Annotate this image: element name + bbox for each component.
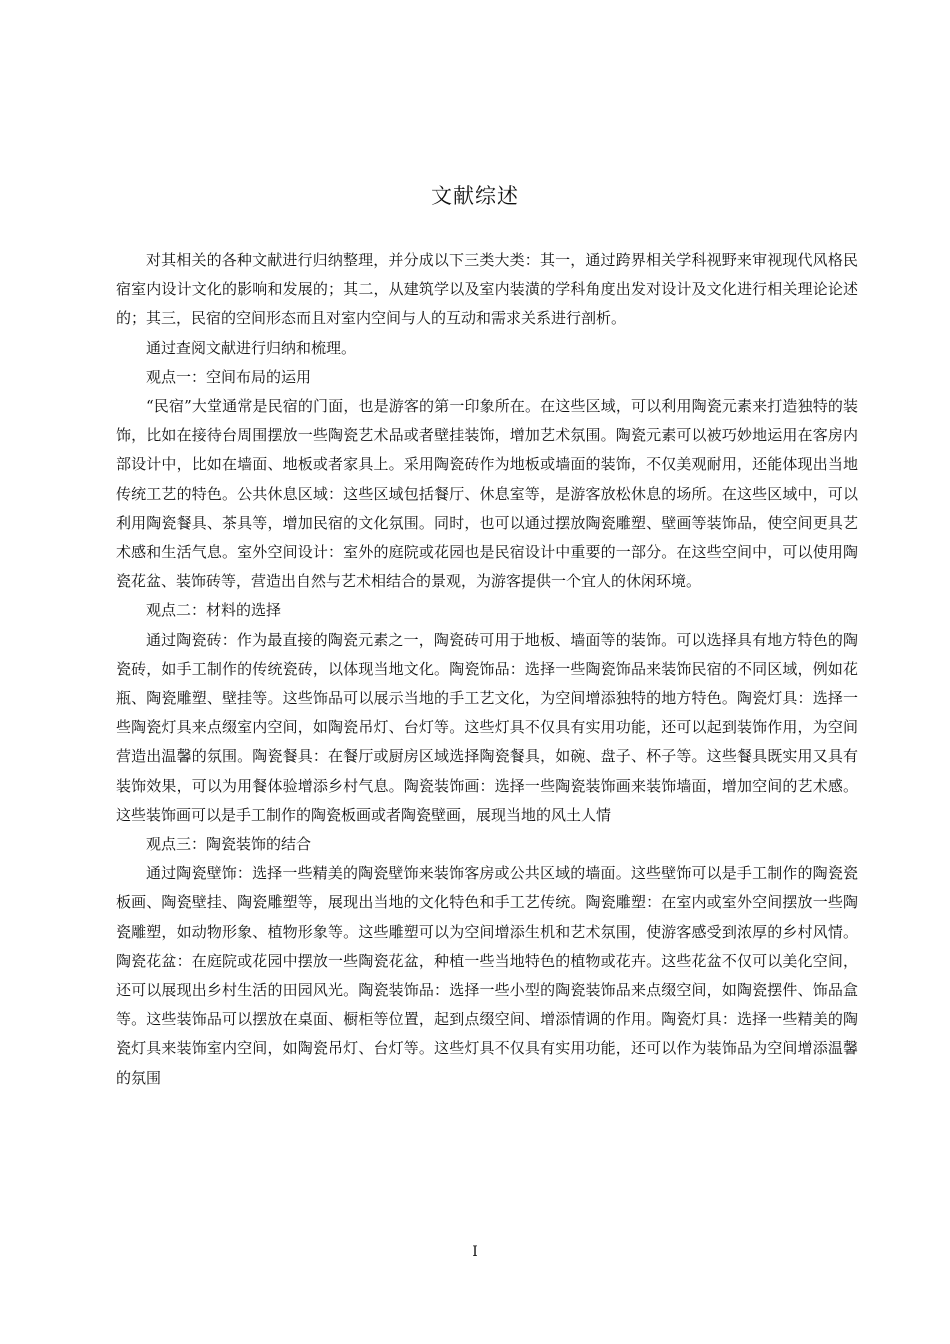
paragraph-intro: 对其相关的各种文献进行归纳整理，并分成以下三类大类：其一，通过跨界相关学科视野来审视现代风格民宿室内设计文化的影响和发展的；其二，从建筑学以及室内装潢的学科角度出发对设计及文化进行相关理论论述的；其三，民宿的空间形态而且对室内空间与人的互动和需求关系进行剖析。 (116, 251, 858, 328)
section-heading-3: 观点三：陶瓷装饰的结合 (146, 835, 312, 854)
page-number: I (472, 1244, 478, 1260)
section-heading-1: 观点一：空间布局的运用 (146, 367, 312, 386)
paragraph-section-2: 通过陶瓷砖：作为最直接的陶瓷元素之一，陶瓷砖可用于地板、墙面等的装饰。可以选择具有地方特色的陶瓷砖，如手工制作的传统瓷砖，以体现当地文化。陶瓷饰品：选择一些陶瓷饰品来装饰民宿的不同区域，例如花瓶、陶瓷雕塑、壁挂等。这些饰品可以展示当地的手工艺文化，为空间增添独特的地方特色。陶瓷灯具：选择一些陶瓷灯具来点缀室内空间，如陶瓷吊灯、台灯等。这些灯具不仅具有实用功能，还可以起到装饰作用，为空间营造出温馨的氛围。陶瓷餐具：在餐厅或厨房区域选择陶瓷餐具，如碗、盘子、杯子等。这些餐具既实用又具有装饰效果，可以为用餐体验增添乡村气息。陶瓷装饰画：选择一些陶瓷装饰画来装饰墙面，增加空间的艺术感。这些装饰画可以是手工制作的陶瓷板画或者陶瓷壁画，展现当地的风土人情 (116, 630, 858, 824)
paragraph-section-3: 通过陶瓷壁饰：选择一些精美的陶瓷壁饰来装饰客房或公共区域的墙面。这些壁饰可以是手工制作的陶瓷瓷板画、陶瓷壁挂、陶瓷雕塑等，展现出当地的文化特色和手工艺传统。陶瓷雕塑：在室内或室外空间摆放一些陶瓷雕塑，如动物形象、植物形象等。这些雕塑可以为空间增添生机和艺术氛围，使游客感受到浓厚的乡村风情。陶瓷花盆：在庭院或花园中摆放一些陶瓷花盆，种植一些当地特色的植物或花卉。这些花盆不仅可以美化空间，还可以展现出乡村生活的田园风光。陶瓷装饰品：选择一些小型的陶瓷装饰品来点缀空间，如陶瓷摆件、饰品盒等。这些装饰品可以摆放在桌面、橱柜等位置，起到点缀空间、增添情调的作用。陶瓷灯具：选择一些精美的陶瓷灯具来装饰室内空间，如陶瓷吊灯、台灯等。这些灯具不仅具有实用功能，还可以作为装饰品为空间增添温馨的氛围 (116, 864, 858, 1087)
page-title: 文献综述 (431, 184, 519, 208)
paragraph-section-1: “民宿”大堂通常是民宿的门面，也是游客的第一印象所在。在这些区域，可以利用陶瓷元素来打造独特的装饰，比如在接待台周围摆放一些陶瓷艺术品或者壁挂装饰，增加艺术氛围。陶瓷元素可以被巧妙地运用在客房内部设计中，比如在墙面、地板或者家具上。采用陶瓷砖作为地板或墙面的装饰，不仅美观耐用，还能体现出当地传统工艺的特色。公共休息区域：这些区域包括餐厅、休息室等，是游客放松休息的场所。在这些区域中，可以利用陶瓷餐具、茶具等，增加民宿的文化氛围。同时，也可以通过摆放陶瓷雕塑、壁画等装饰品，使空间更具艺术感和生活气息。室外空间设计：室外的庭院或花园也是民宿设计中重要的一部分。在这些空间中，可以使用陶瓷花盆、装饰砖等，营造出自然与艺术相结合的景观，为游客提供一个宜人的休闲环境。 (116, 397, 858, 591)
paragraph-method: 通过查阅文献进行归纳和梳理。 (146, 338, 357, 357)
document-body (116, 246, 858, 1093)
section-heading-2: 观点二：材料的选择 (146, 601, 282, 620)
